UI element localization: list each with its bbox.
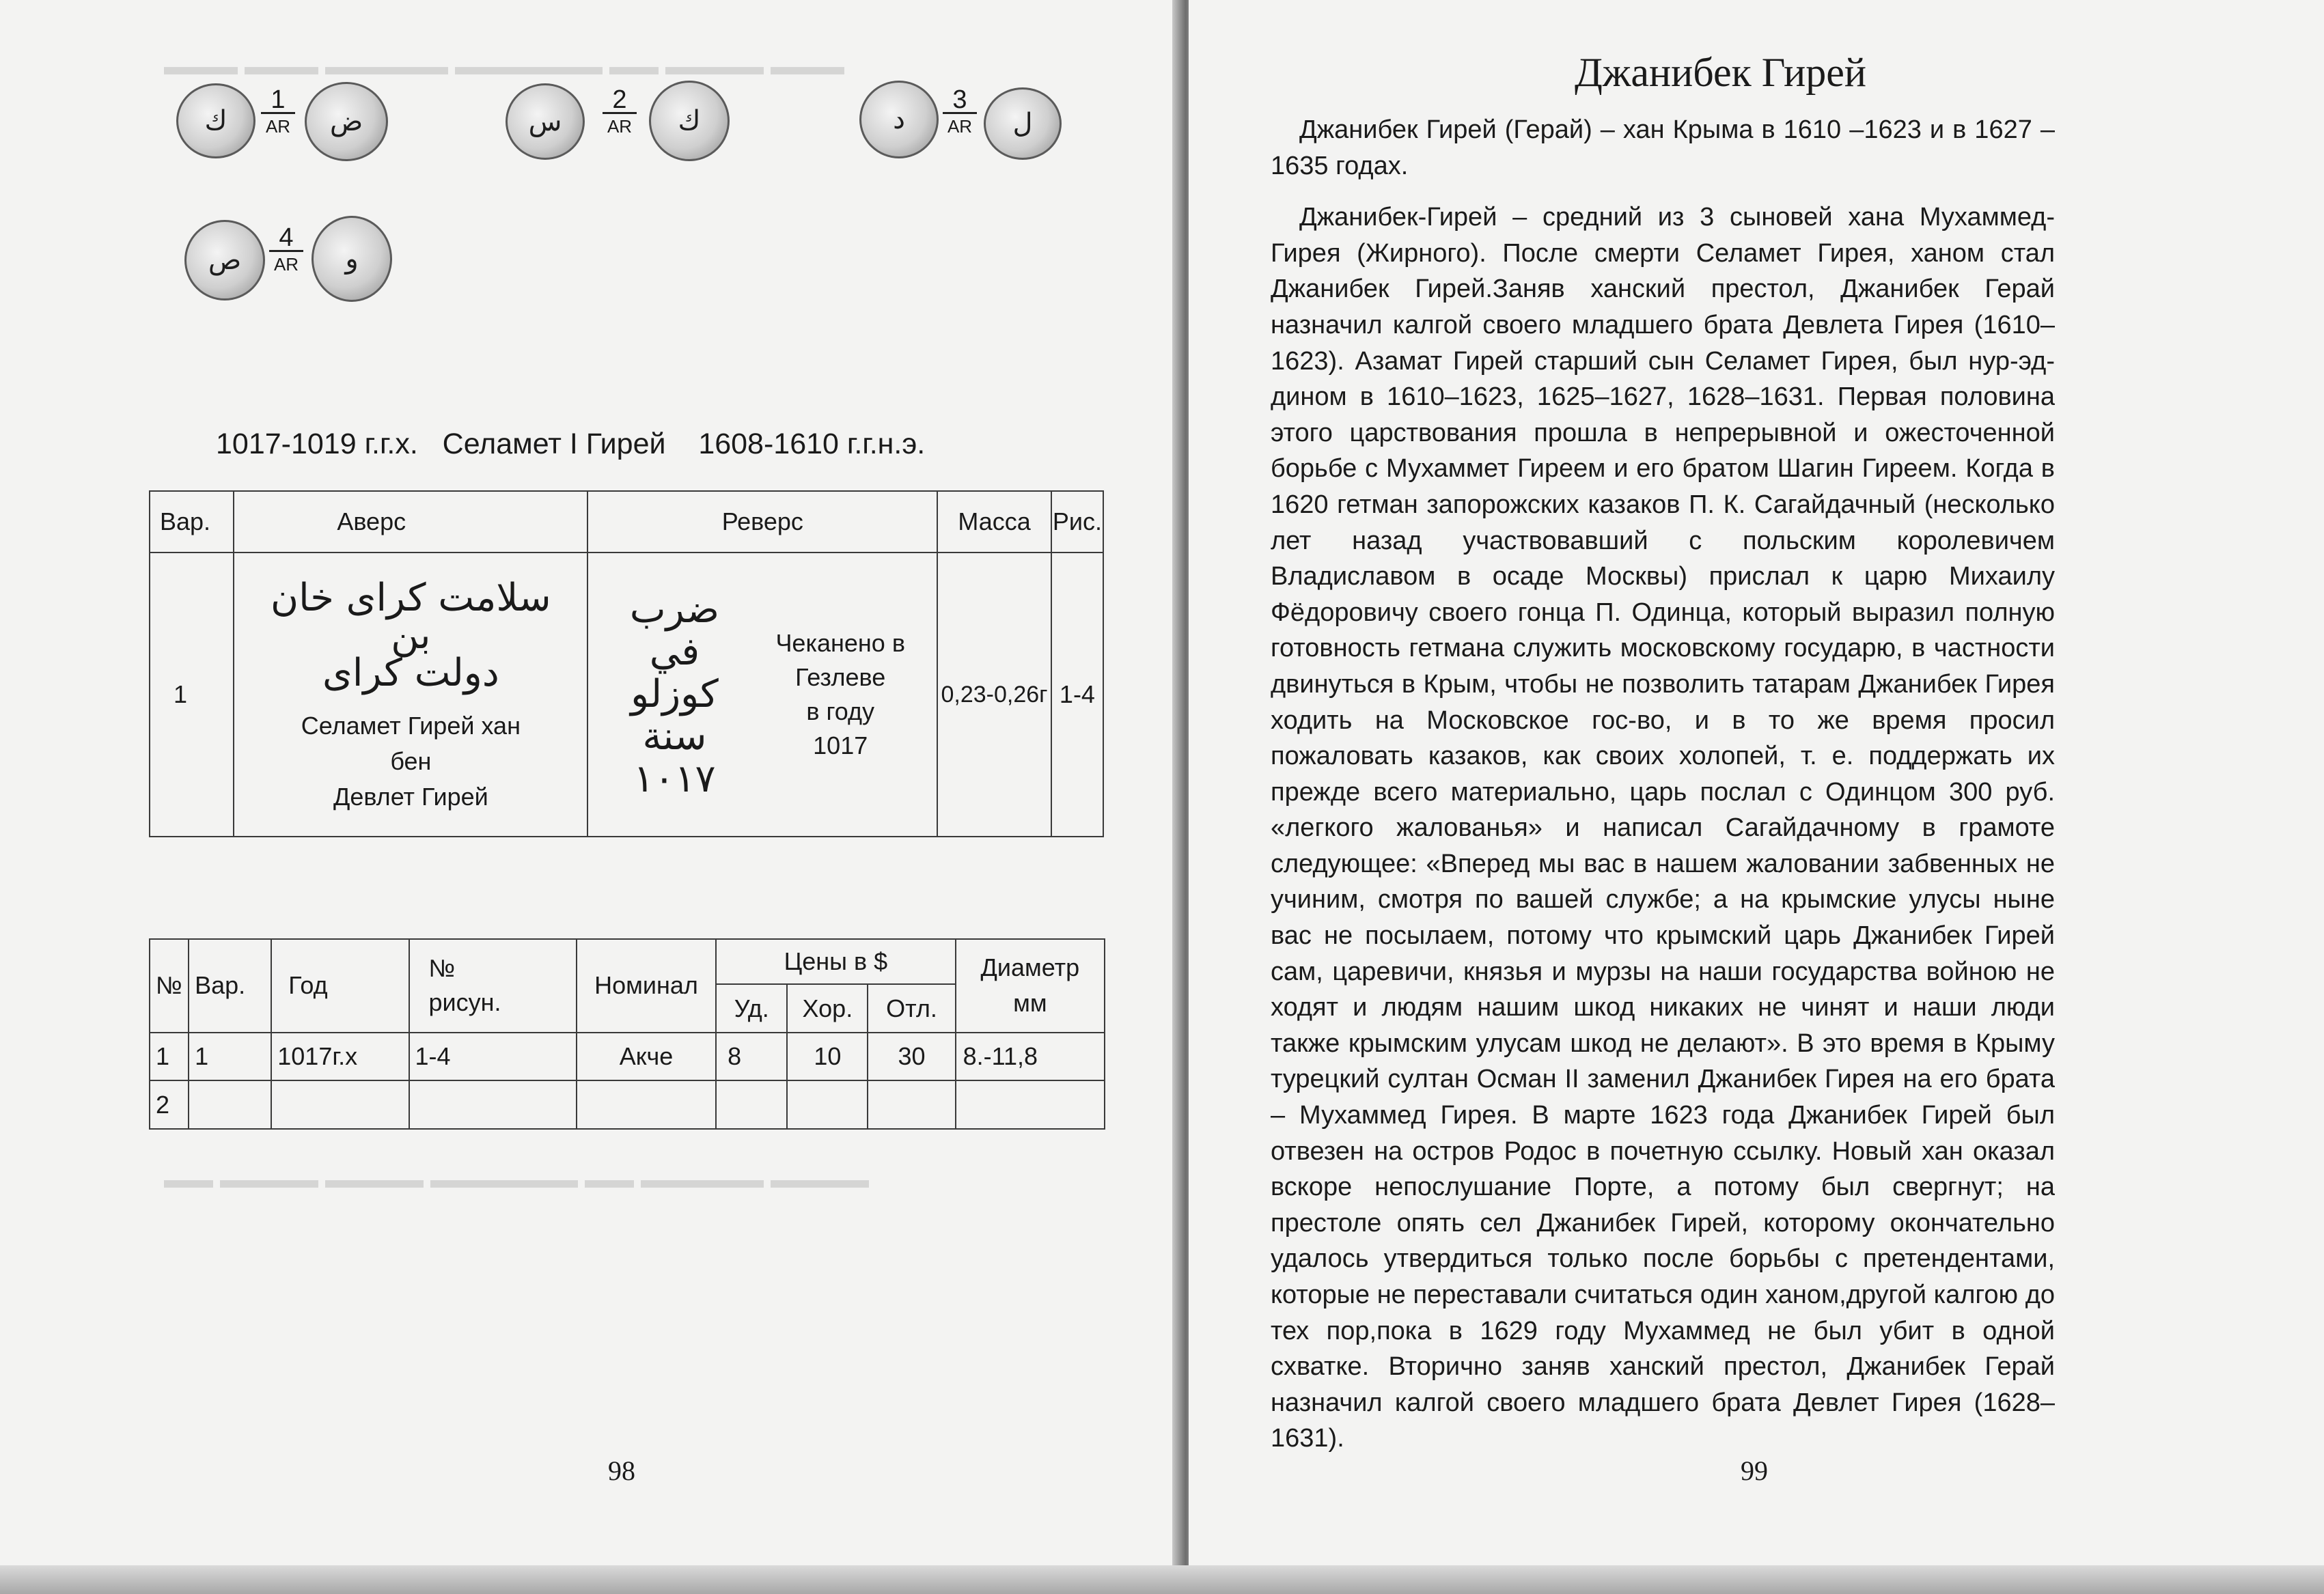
- cell-var: [189, 1080, 271, 1129]
- coin-2-obverse-image: ﺱ: [506, 83, 585, 160]
- coin-metal: AR: [265, 116, 291, 137]
- cell-year: 1017г.х: [271, 1033, 409, 1081]
- obverse-translation-line: Селамет Гирей хан: [301, 712, 521, 740]
- cell-price-excellent: [868, 1080, 955, 1129]
- coin-metal: AR: [947, 116, 973, 137]
- coin-1-reverse-image: ﺽ: [305, 82, 388, 161]
- col-header-satisfactory: Уд.: [716, 984, 787, 1033]
- obverse-translation-line: бен: [390, 747, 432, 775]
- cell-var: 1: [189, 1033, 271, 1081]
- heading-dates-ce: 1608-1610 г.г.н.э.: [698, 428, 926, 460]
- paragraph: Джанибек-Гирей – средний из 3 сыновей хана Мухаммед-Гирея (Жирного). После смерти Селамет Гирея, ханом стал Джанибек Гирей.Заняв ханский престол, Джанибек Герай назначил калгой своего младшего брата Девлета Гирея (1610–1623). Азамат Гирей старший сын Селамет Гирея, был нур-эд-дином в 1610–1623, 1625–1627, 1628–1631. Первая половина этого царствования прошла в непрерывной и ожесточенной борьбе с Мухаммет Гиреем и его братом Шагин Гиреем. Когда в 1620 гетман запорожских казаков П. К. Сагайдачный (несколько лет назад участвовавший с польским королевичем Владиславом в осаде Москвы) прислал к царю Михаилу Фёдоровичу своего гонца П. Одинца, который выразил полную готовность гетмана служить московскому государю, в частности двинуться в Крым, чтобы не позволить татарам Джанибек Гирея ходить на Московское гос-во, и в то же время просил пожаловать казаков, как своих холопей, т. е. поддержать их прежде всего материально, царь послал с Одинцом 300 руб. «легкого жалованья» и написал Сагайдачному в грамоте следующее: «Вперед мы вас в нашем жаловании забвенных не учиним, смотря по вашей службе; а на крымские улусы ныне вас не посылаем, потому что крымский царь Джанибек Гирей сам, царевичи, князья и мурзы на наши государства войною не ходят и людям нашим шкод никаких не чинят и наши люди также крымским улусам шкод не делают». В это время в Крыму турецкий султан Осман II заменил Джанибек Гирея на его брата – Мухаммед Гирея. В марте 1623 года Джанибек Гирей был отвезен на остров Родос в почетную ссылку. Новый хан оказал вскоре непослушание Порте, а потому был свергнут; на престоле опять сел Джанибек Гирей, которому окончательно удалось утвердиться только после борьбы с претендентами, которые не переставали считаться один ханом,другой калгою до тех пор,пока в 1629 году Мухаммед не был убит в одной схватке. Вторично заняв ханский престол, Джанибек Герай назначил калгой своего младшего брата Девлет Гирея (1628–1631).: [1271, 203, 2055, 1453]
- cell-no: 2: [150, 1080, 189, 1129]
- coin-label-2: [603, 87, 637, 139]
- col-header-reverse: Реверс: [587, 491, 937, 553]
- cell-obverse: [234, 553, 587, 837]
- reverse-translation-line: Чеканено в: [775, 629, 905, 657]
- col-header-fig: Рис.: [1051, 491, 1103, 553]
- reverse-arabic-line: سنة: [642, 714, 707, 759]
- reverse-arabic-line: كوزلو: [631, 672, 719, 716]
- paragraph: Джанибек Гирей (Герай) – хан Крыма в 1610 –1623 и в 1627 – 1635 годах.: [1271, 115, 2055, 180]
- bleed-through-text: ▬▬▬▬ ▬▬▬▬▬ ▬▬ ▬▬▬▬▬▬ ▬▬▬▬ ▬▬▬▬ ▬▬: [164, 1165, 870, 1193]
- cell-denom: [577, 1080, 716, 1129]
- cell-year: [271, 1080, 409, 1129]
- reverse-translation-line: 1017: [813, 731, 868, 759]
- obverse-translation-line: Девлет Гирей: [333, 783, 488, 811]
- cell-diameter: [956, 1080, 1105, 1129]
- obverse-arabic-line: بن: [391, 613, 431, 658]
- coin-label-1: [261, 87, 295, 139]
- cell-price-good: [787, 1080, 868, 1129]
- col-header-var: Вар.: [189, 939, 271, 1033]
- cell-var: 1: [150, 553, 234, 837]
- reign-heading: [216, 428, 925, 461]
- cell-diameter: 8.-11,8: [956, 1033, 1105, 1081]
- col-header-mass: Масса: [937, 491, 1051, 553]
- col-header-denom: Номинал: [577, 939, 716, 1033]
- obverse-arabic-line: دولت كراى: [322, 651, 499, 695]
- col-header-fig-line: №: [428, 954, 456, 983]
- reverse-arabic: [603, 589, 746, 800]
- col-header-year: Год: [271, 939, 409, 1033]
- cell-fig: 1-4: [409, 1033, 577, 1081]
- col-header-fig: [409, 939, 577, 1033]
- heading-dates-hijri: 1017-1019 г.г.х.: [216, 428, 418, 460]
- coin-number: 4: [269, 225, 303, 252]
- bleed-through-text: ▬▬▬ ▬▬▬▬ ▬▬ ▬▬▬▬▬▬ ▬▬▬▬▬ ▬▬▬ ▬▬▬: [164, 52, 845, 80]
- right-page: [1189, 0, 2324, 1594]
- coin-description-table: [149, 490, 1104, 837]
- col-header-var: Вар.: [150, 491, 234, 553]
- cell-price-satisfactory: 8: [716, 1033, 787, 1081]
- coin-metal: AR: [273, 254, 299, 275]
- col-header-obverse: Аверс: [234, 491, 587, 553]
- coin-metal: AR: [607, 116, 633, 137]
- page-number-right: 99: [1741, 1455, 1768, 1486]
- coin-label-3: [943, 87, 977, 139]
- col-header-excellent: Отл.: [868, 984, 955, 1033]
- col-header-good: Хор.: [787, 984, 868, 1033]
- coin-2-reverse-image: ﻙ: [649, 81, 730, 161]
- cell-price-good: 10: [787, 1033, 868, 1081]
- coin-label-4: [269, 225, 303, 277]
- book-bottom-edge: [0, 1565, 2324, 1594]
- cell-denom: Акче: [577, 1033, 716, 1081]
- price-table: [149, 938, 1105, 1130]
- article-body: [1271, 112, 2055, 1457]
- heading-ruler: Селамет I Гирей: [442, 428, 666, 460]
- reverse-arabic-line: ١٠١٧: [633, 757, 716, 801]
- reverse-translation-line: в году: [806, 697, 875, 725]
- coin-number: 1: [261, 87, 295, 114]
- cell-reverse: [587, 553, 937, 837]
- coin-number: 3: [943, 87, 977, 114]
- col-header-no: №: [150, 939, 189, 1033]
- reverse-arabic-line: ضرب في: [629, 587, 720, 674]
- page-number-left: 98: [608, 1455, 635, 1486]
- cell-fig: 1-4: [1051, 553, 1103, 837]
- cell-fig: [409, 1080, 577, 1129]
- coin-3-obverse-image: ﺩ: [859, 81, 939, 158]
- cell-mass: 0,23-0,26г: [937, 553, 1051, 837]
- page-title: Джанибек Гирей: [1575, 50, 1867, 95]
- col-header-diameter-line: мм: [1013, 989, 1047, 1018]
- col-header-fig-line: рисун.: [428, 988, 501, 1017]
- table-row: [150, 1033, 1105, 1081]
- reverse-translation-line: Гезлеве: [795, 663, 886, 691]
- col-header-diameter: [956, 939, 1105, 1033]
- coin-number: 2: [603, 87, 637, 114]
- cell-price-excellent: 30: [868, 1033, 955, 1081]
- cell-no: 1: [150, 1033, 189, 1081]
- cell-price-satisfactory: [716, 1080, 787, 1129]
- table-row: [150, 1080, 1105, 1129]
- coin-1-obverse-image: ﻙ: [176, 83, 255, 158]
- reverse-translation: [758, 626, 922, 763]
- obverse-arabic-line: سلامت كراى خان: [271, 576, 551, 620]
- col-header-diameter-line: Диаметр: [980, 953, 1080, 982]
- coin-3-reverse-image: ﻝ: [984, 87, 1062, 160]
- col-header-prices: Цены в $: [716, 939, 955, 984]
- coin-4-reverse-image: ﻭ: [312, 216, 392, 302]
- coin-4-obverse-image: ﺹ: [184, 220, 265, 300]
